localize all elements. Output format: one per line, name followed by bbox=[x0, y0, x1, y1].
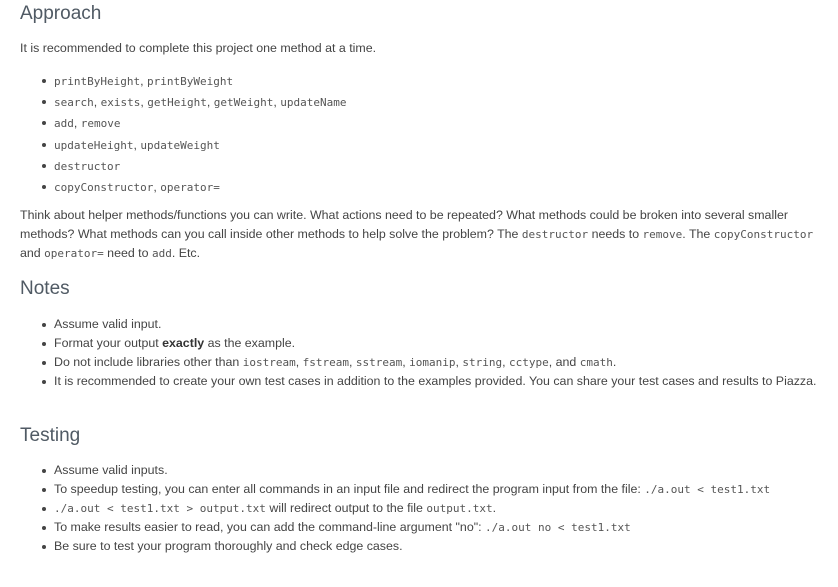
list-item: It is recommended to create your own test cases in addition to the examples provided. You can share your test cases and results to Piazza. bbox=[54, 372, 838, 391]
list-item: To make results easier to read, you can add the command-line argument "no": ./a.out no < test1.txt bbox=[54, 518, 834, 537]
list-item: Format your output exactly as the example. bbox=[54, 334, 838, 353]
approach-heading: Approach bbox=[20, 3, 102, 24]
testing-list bbox=[20, 461, 834, 556]
method-list-item: updateHeight, updateWeight bbox=[54, 135, 347, 156]
approach-intro: It is recommended to complete this project one method at a time. bbox=[20, 41, 377, 55]
testing-heading: Testing bbox=[20, 425, 81, 446]
method-list-item: add, remove bbox=[54, 113, 347, 134]
method-list-item: printByHeight, printByWeight bbox=[54, 71, 347, 92]
approach-method-list bbox=[20, 71, 347, 198]
method-list-item: search, exists, getHeight, getWeight, updateName bbox=[54, 92, 347, 113]
list-item: ./a.out < test1.txt > output.txt will redirect output to the file output.txt. bbox=[54, 499, 834, 518]
list-item: To speedup testing, you can enter all commands in an input file and redirect the program input from the file: ./a.out < test1.txt bbox=[54, 480, 834, 499]
notes-heading: Notes bbox=[20, 278, 70, 299]
method-list-item: copyConstructor, operator= bbox=[54, 177, 347, 198]
list-item: Assume valid input. bbox=[54, 315, 838, 334]
list-item: Be sure to test your program thoroughly and check edge cases. bbox=[54, 537, 834, 556]
list-item: Assume valid inputs. bbox=[54, 461, 834, 480]
method-list-item: destructor bbox=[54, 156, 347, 177]
approach-think-paragraph: Think about helper methods/functions you can write. What actions need to be repeated? What methods could be broken into several smaller methods? What methods can you call inside other methods to help solve the problem? The destructor needs to remove. The copyConstructor and operator= need to add. Etc. bbox=[20, 208, 814, 260]
notes-list bbox=[20, 315, 838, 391]
list-item: Do not include libraries other than iostream, fstream, sstream, iomanip, string, cctype, and cmath. bbox=[54, 353, 838, 372]
